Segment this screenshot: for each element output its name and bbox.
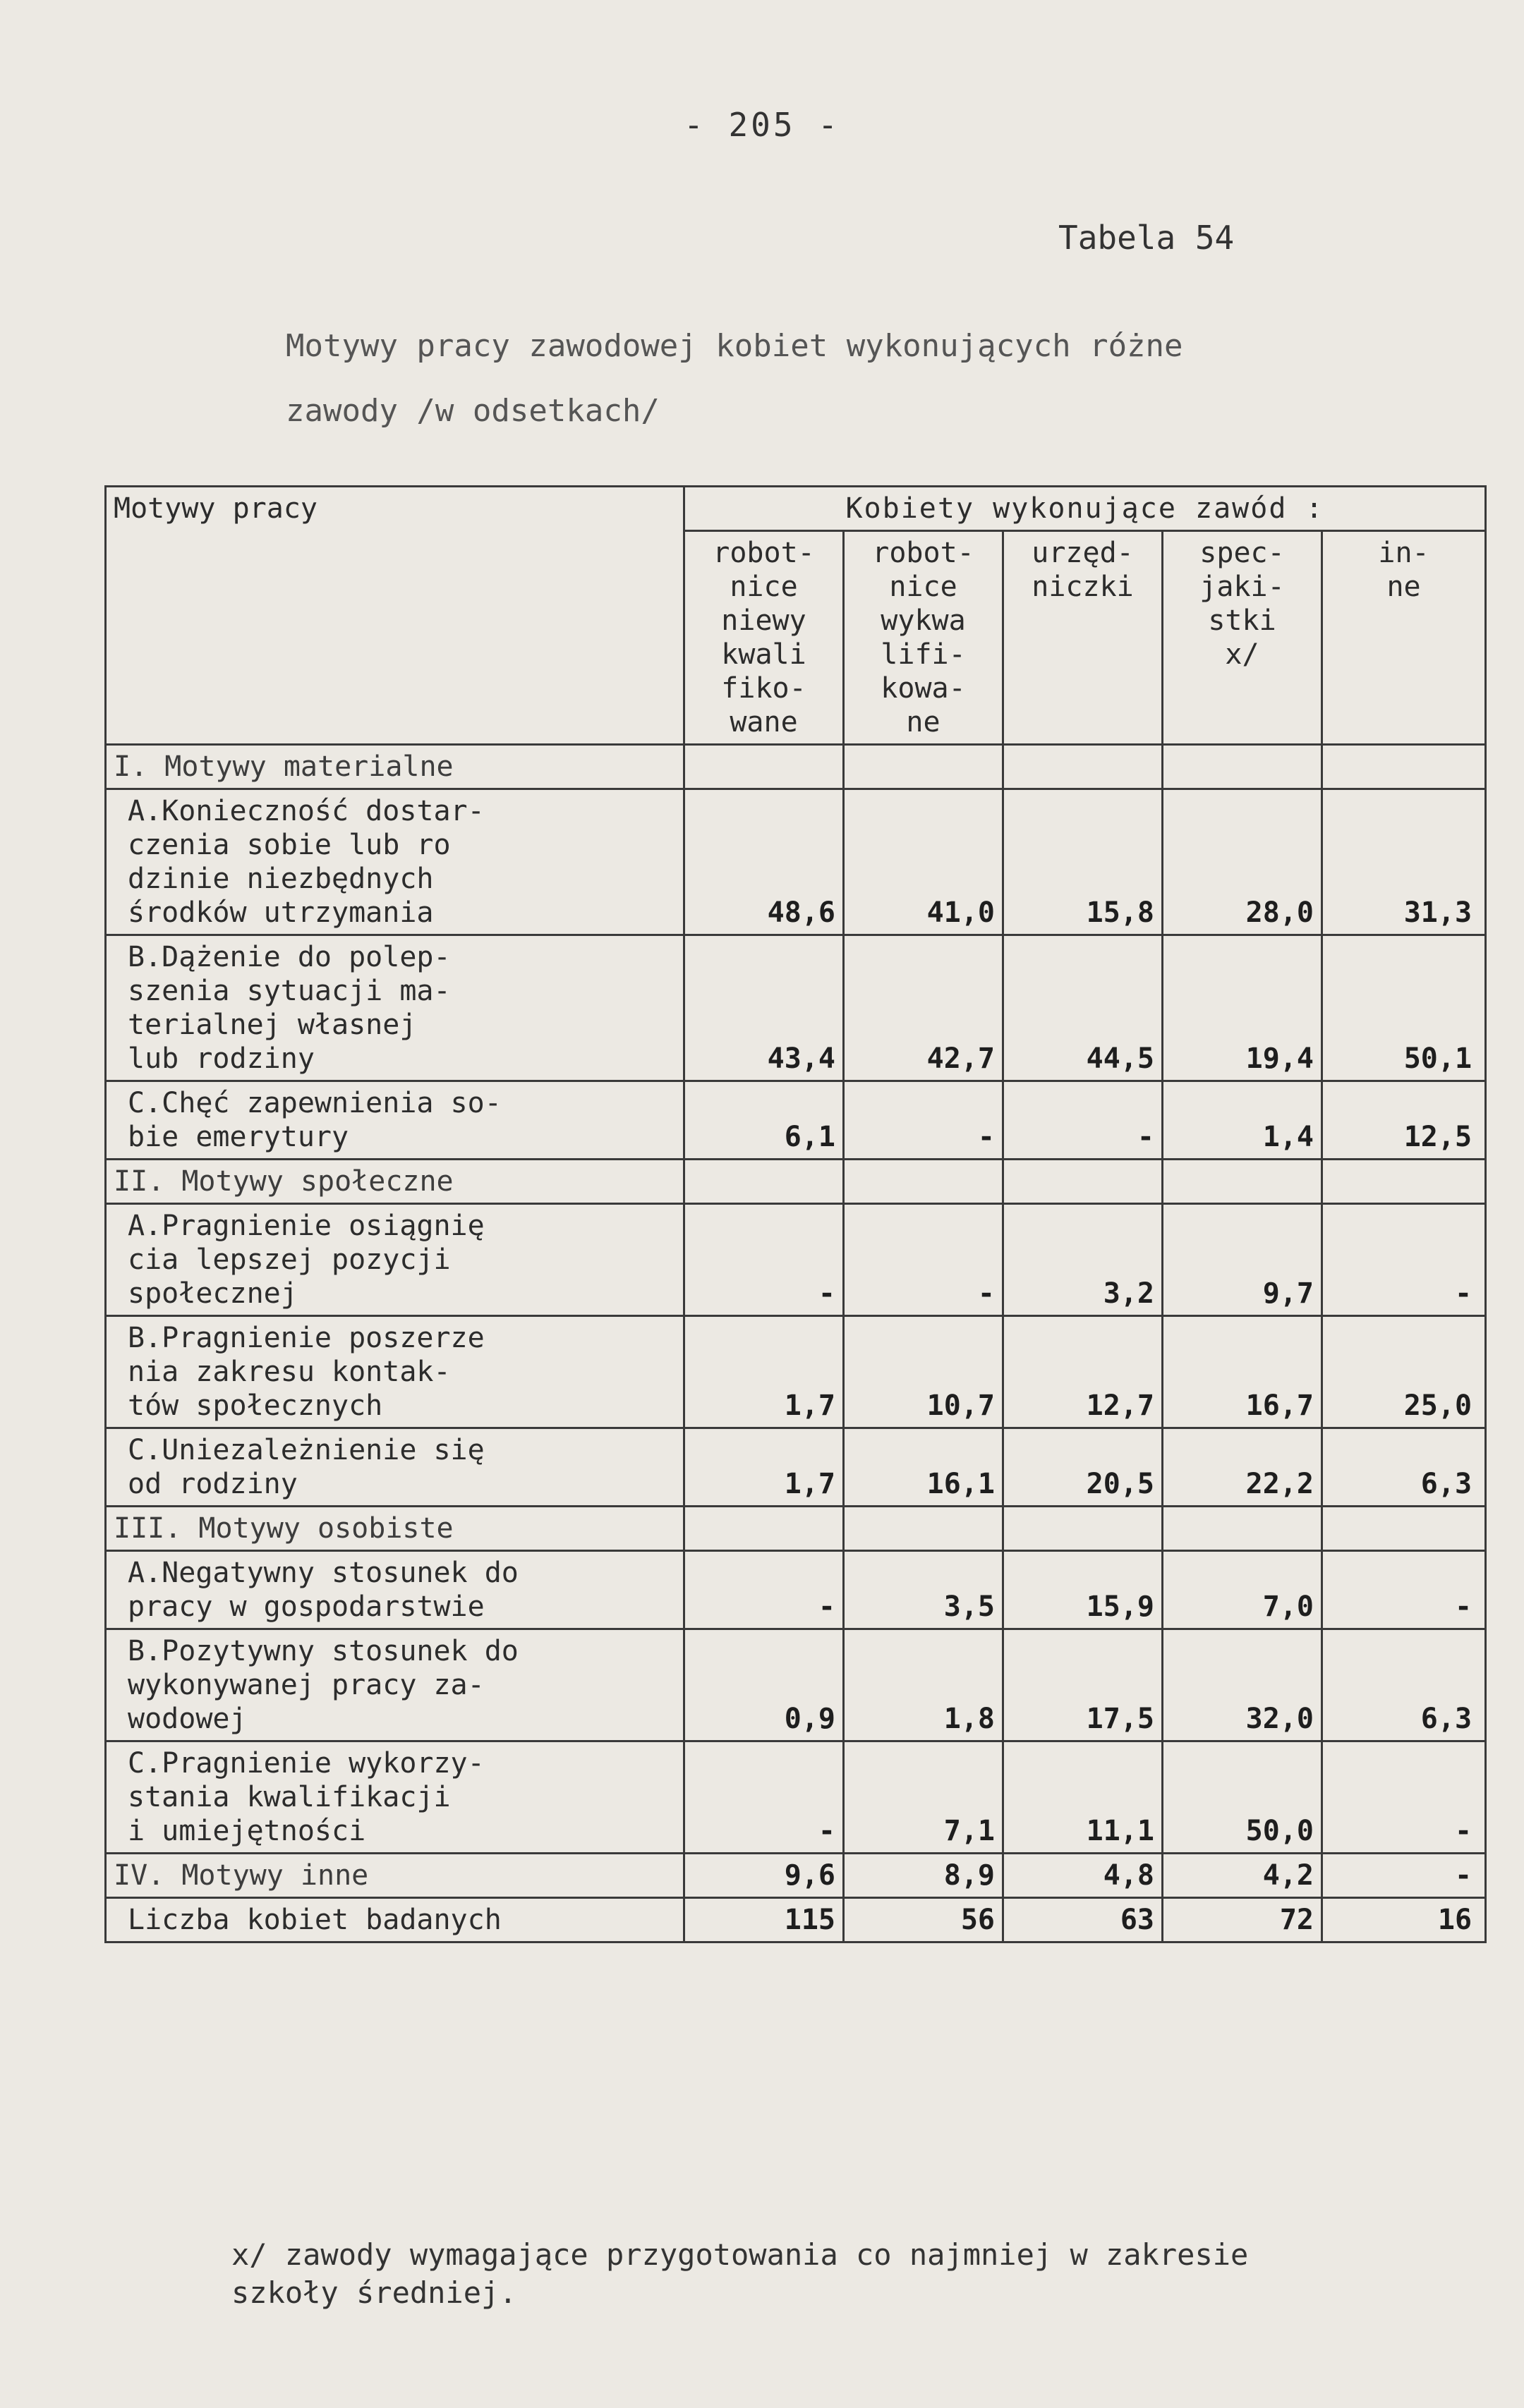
- cell-value: 4,8: [1003, 1854, 1163, 1898]
- column-header-specialists: spec- jaki- stki x/: [1163, 531, 1322, 745]
- table-label: Tabela 54: [1058, 219, 1235, 257]
- section-row: [106, 745, 1486, 789]
- cell-value: 3,5: [844, 1551, 1003, 1629]
- cell-value: -: [844, 1204, 1003, 1316]
- table-row: [106, 935, 1486, 1081]
- cell-value: -: [844, 1081, 1003, 1160]
- cell-value: 1,7: [684, 1428, 844, 1507]
- table-row-other-motives: [106, 1854, 1486, 1898]
- row-label: Liczba kobiet badanych: [106, 1898, 684, 1942]
- cell-value: 44,5: [1003, 935, 1163, 1081]
- cell-value: 48,6: [684, 789, 844, 935]
- table-row: [106, 1741, 1486, 1854]
- cell-value: 0,9: [684, 1629, 844, 1741]
- cell-value: 7,1: [844, 1741, 1003, 1854]
- column-header-unskilled: robot- nice niewy kwali fiko- wane: [684, 531, 844, 745]
- table-row: [106, 1081, 1486, 1160]
- cell-value: 9,6: [684, 1854, 844, 1898]
- row-label: IV. Motywy inne: [106, 1854, 684, 1898]
- cell-value: -: [1003, 1081, 1163, 1160]
- cell-value: 7,0: [1163, 1551, 1322, 1629]
- cell-value: -: [684, 1204, 844, 1316]
- cell-value: 50,0: [1163, 1741, 1322, 1854]
- cell-value: 1,4: [1163, 1081, 1322, 1160]
- cell-value: 16,1: [844, 1428, 1003, 1507]
- motives-column-header: Motywy pracy: [106, 487, 684, 745]
- cell-value: 63: [1003, 1898, 1163, 1942]
- page-number: - 205 -: [684, 106, 840, 144]
- section-label: I. Motywy materialne: [106, 745, 684, 789]
- cell-value: 16: [1322, 1898, 1486, 1942]
- row-label: A.Negatywny stosunek do pracy w gospodarstwie: [106, 1551, 684, 1629]
- cell-value: 1,7: [684, 1316, 844, 1428]
- row-label: B.Pragnienie poszerze nia zakresu kontak- tów społecznych: [106, 1316, 684, 1428]
- row-label: A.Pragnienie osiągnię cia lepszej pozycji społecznej: [106, 1204, 684, 1316]
- cell-value: 6,3: [1322, 1428, 1486, 1507]
- cell-value: 6,3: [1322, 1629, 1486, 1741]
- table-row: [106, 1316, 1486, 1428]
- column-header-other: in- ne: [1322, 531, 1486, 745]
- section-row: [106, 1507, 1486, 1551]
- cell-value: 28,0: [1163, 789, 1322, 935]
- table-row: [106, 789, 1486, 935]
- cell-value: -: [684, 1741, 844, 1854]
- column-header-skilled: robot- nice wykwa lifi- kowa- ne: [844, 531, 1003, 745]
- cell-value: 12,5: [1322, 1081, 1486, 1160]
- cell-value: 4,2: [1163, 1854, 1322, 1898]
- cell-value: 11,1: [1003, 1741, 1163, 1854]
- cell-value: 8,9: [844, 1854, 1003, 1898]
- group-header: Kobiety wykonujące zawód :: [684, 487, 1486, 531]
- cell-value: 32,0: [1163, 1629, 1322, 1741]
- table-title: Motywy pracy zawodowej kobiet wykonujących różne zawody /w odsetkach/: [286, 328, 1183, 429]
- cell-value: 31,3: [1322, 789, 1486, 935]
- cell-value: 9,7: [1163, 1204, 1322, 1316]
- cell-value: 1,8: [844, 1629, 1003, 1741]
- cell-value: 6,1: [684, 1081, 844, 1160]
- cell-value: 15,8: [1003, 789, 1163, 935]
- cell-value: 41,0: [844, 789, 1003, 935]
- cell-value: 72: [1163, 1898, 1322, 1942]
- cell-value: 10,7: [844, 1316, 1003, 1428]
- cell-value: 25,0: [1322, 1316, 1486, 1428]
- table-row-total: [106, 1898, 1486, 1942]
- section-row: [106, 1160, 1486, 1204]
- cell-value: 17,5: [1003, 1629, 1163, 1741]
- cell-value: -: [1322, 1741, 1486, 1854]
- cell-value: 19,4: [1163, 935, 1322, 1081]
- cell-value: 15,9: [1003, 1551, 1163, 1629]
- row-label: B.Dążenie do polep- szenia sytuacji ma- terialnej własnej lub rodziny: [106, 935, 684, 1081]
- cell-value: 12,7: [1003, 1316, 1163, 1428]
- table-row: [106, 1428, 1486, 1507]
- motives-table: [104, 485, 1487, 1943]
- cell-value: -: [684, 1551, 844, 1629]
- cell-value: -: [1322, 1854, 1486, 1898]
- row-label: C.Uniezależnienie się od rodziny: [106, 1428, 684, 1507]
- cell-value: 50,1: [1322, 935, 1486, 1081]
- row-label: C.Pragnienie wykorzy- stania kwalifikacji i umiejętności: [106, 1741, 684, 1854]
- column-header-clerks: urzęd- niczki: [1003, 531, 1163, 745]
- cell-value: -: [1322, 1204, 1486, 1316]
- cell-value: 22,2: [1163, 1428, 1322, 1507]
- cell-value: 20,5: [1003, 1428, 1163, 1507]
- table-row: [106, 1204, 1486, 1316]
- cell-value: 16,7: [1163, 1316, 1322, 1428]
- cell-value: 43,4: [684, 935, 844, 1081]
- cell-value: -: [1322, 1551, 1486, 1629]
- footnote: x/ zawody wymagające przygotowania co najmniej w zakresie szkoły średniej.: [231, 2237, 1249, 2310]
- row-label: A.Konieczność dostar- czenia sobie lub ro dzinie niezbędnych środków utrzymania: [106, 789, 684, 935]
- cell-value: 115: [684, 1898, 844, 1942]
- row-label: C.Chęć zapewnienia so- bie emerytury: [106, 1081, 684, 1160]
- section-label: III. Motywy osobiste: [106, 1507, 684, 1551]
- cell-value: 42,7: [844, 935, 1003, 1081]
- row-label: B.Pozytywny stosunek do wykonywanej pracy za- wodowej: [106, 1629, 684, 1741]
- table-row: [106, 1629, 1486, 1741]
- table-row: [106, 1551, 1486, 1629]
- cell-value: 56: [844, 1898, 1003, 1942]
- cell-value: 3,2: [1003, 1204, 1163, 1316]
- section-label: II. Motywy społeczne: [106, 1160, 684, 1204]
